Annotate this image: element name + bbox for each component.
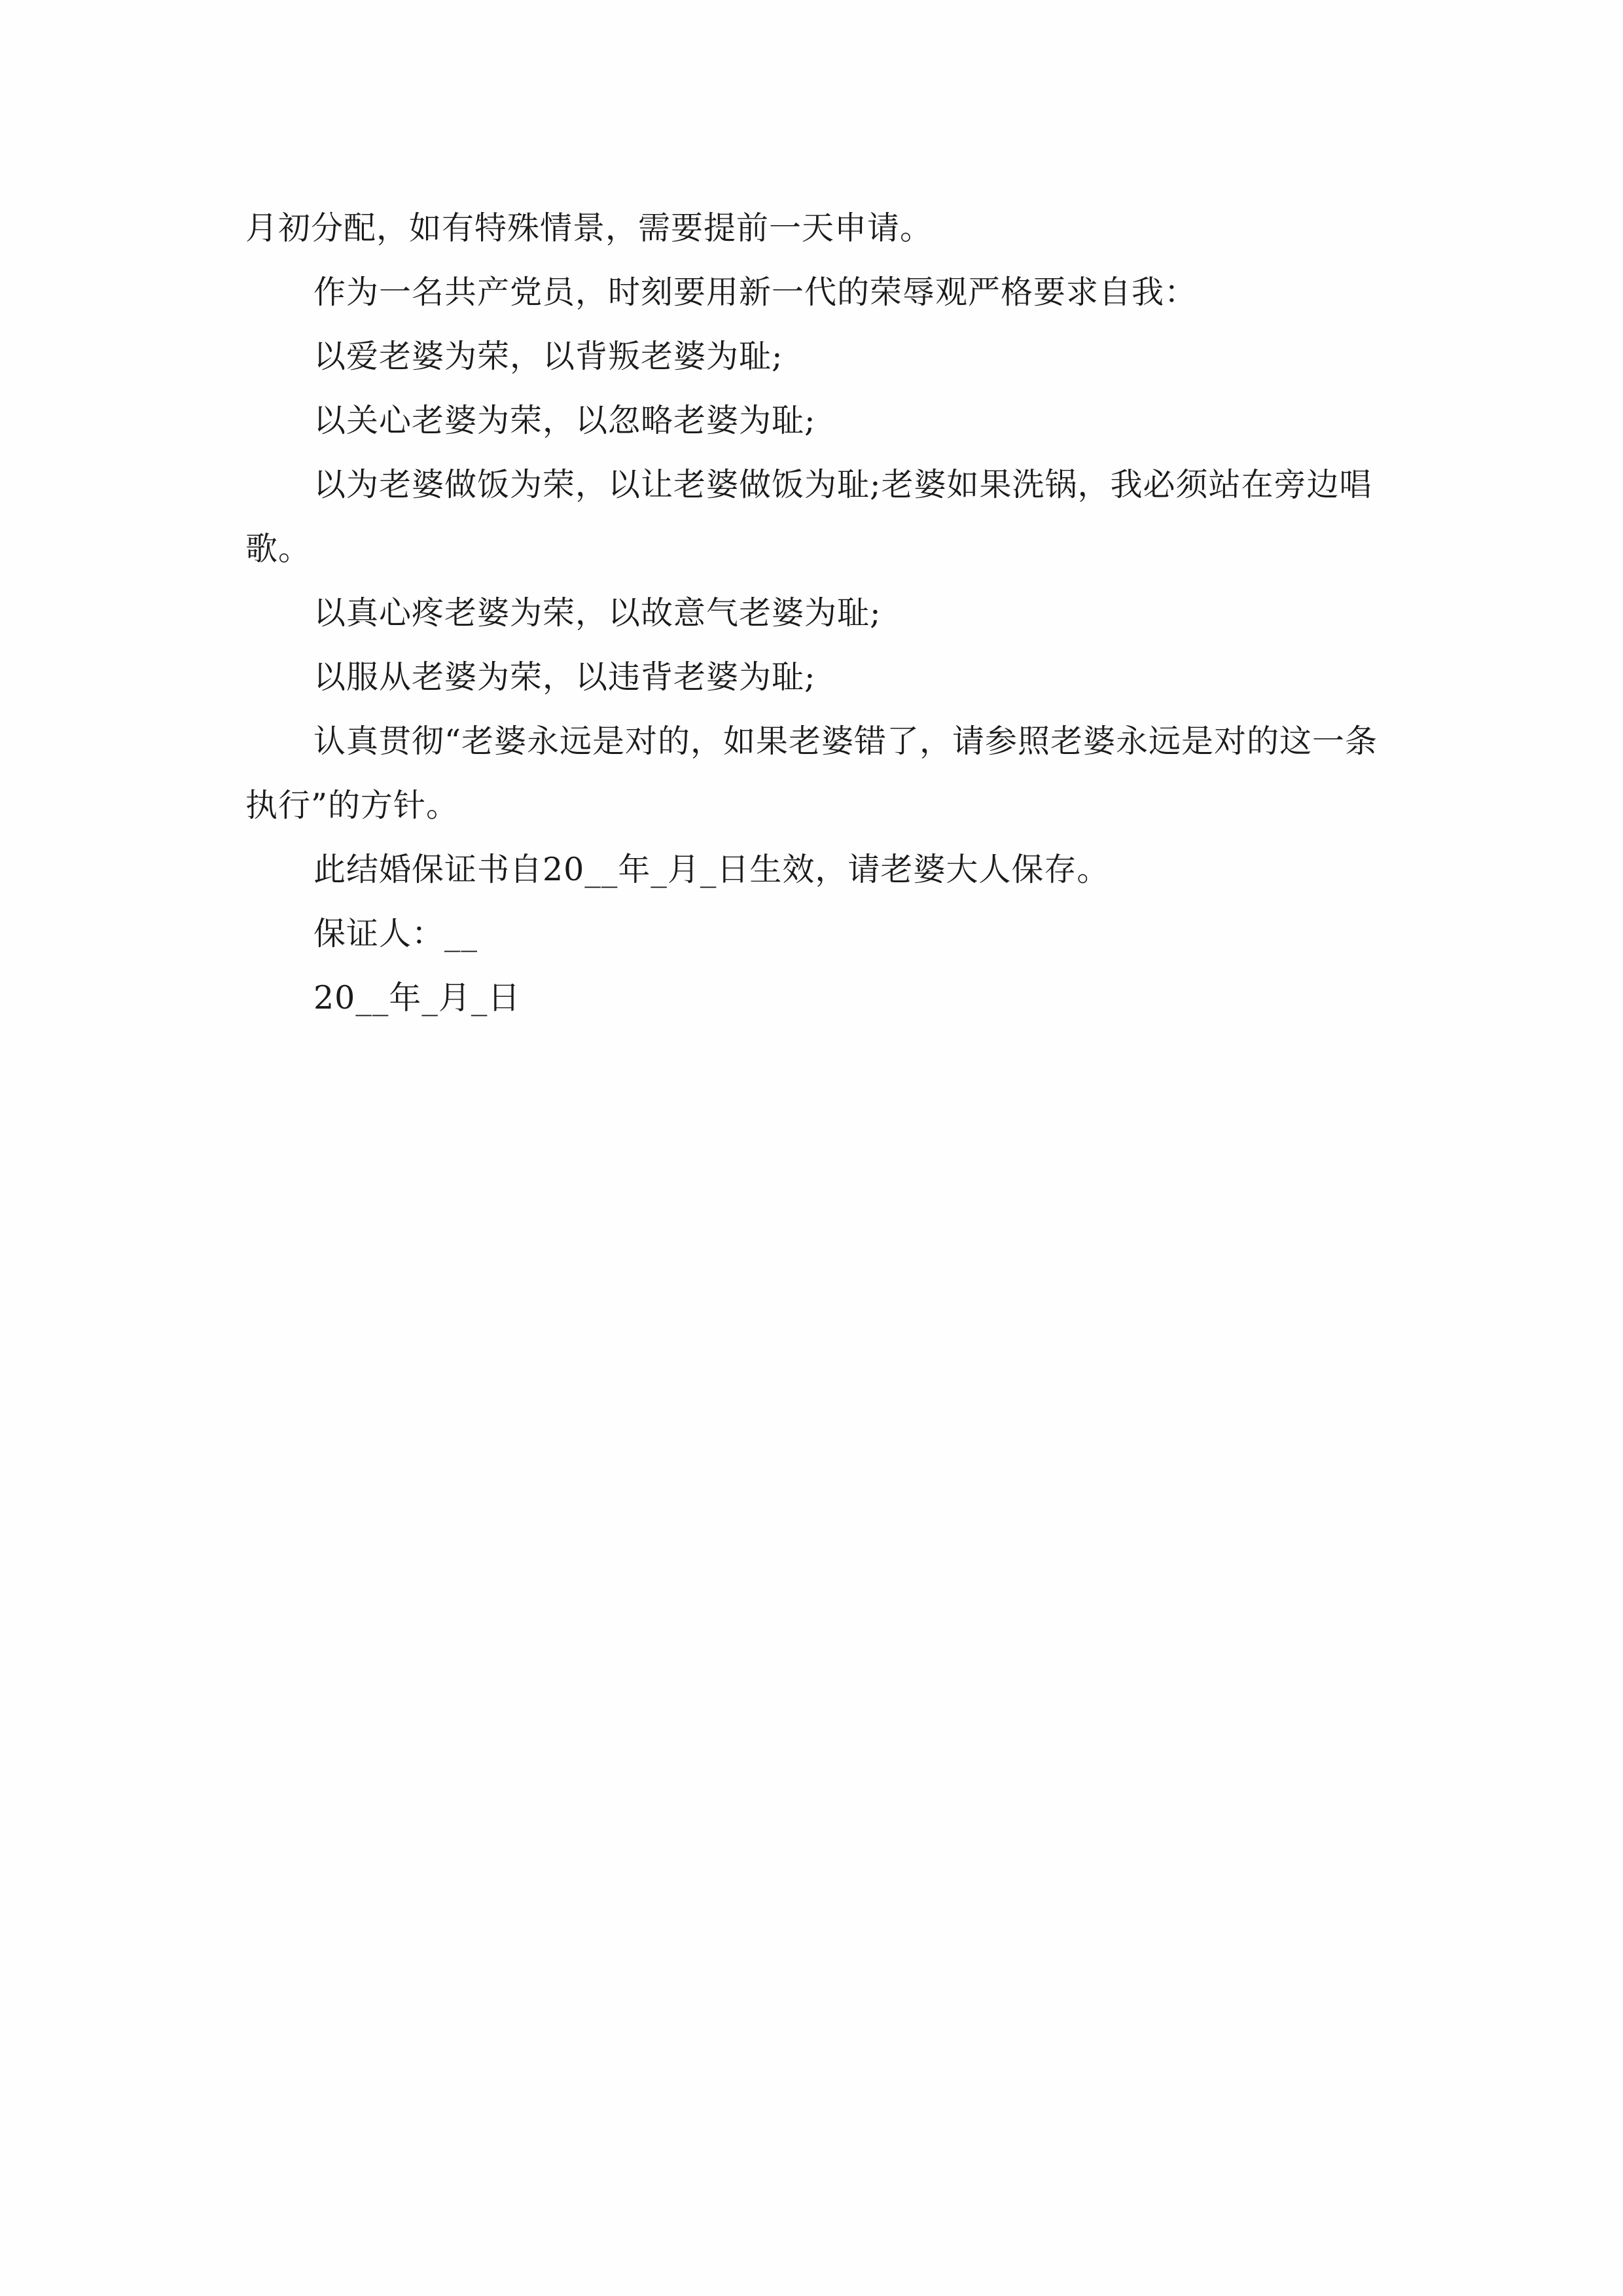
- paragraph-intro: 作为一名共产党员，时刻要用新一代的荣辱观严格要求自我：: [313, 274, 1198, 311]
- paragraph-pledge-2: 以关心老婆为荣，以忽略老婆为耻;: [313, 402, 816, 439]
- paragraph-policy: 认真贯彻“老婆永远是对的，如果老婆错了，请参照老婆永远是对的这一条执行”的方针。: [245, 723, 1378, 824]
- signature-line: 保证人：__: [313, 915, 478, 952]
- paragraph-pledge-1: 以爱老婆为荣，以背叛老婆为耻;: [313, 338, 783, 375]
- paragraph-pledge-5: 以服从老婆为荣，以违背老婆为耻;: [313, 658, 816, 696]
- paragraph-effective-date: 此结婚保证书自20__年_月_日生效，请老婆大人保存。: [313, 851, 1110, 888]
- paragraph-pledge-3: 以为老婆做饭为荣，以让老婆做饭为耻;老婆如果洗锅，我必须站在旁边唱歌。: [245, 466, 1372, 567]
- paragraph-continuation: 月初分配，如有特殊情景，需要提前一天申请。: [245, 209, 933, 247]
- document-body: [245, 196, 1384, 1030]
- paragraph-pledge-4: 以真心疼老婆为荣，以故意气老婆为耻;: [313, 594, 882, 632]
- date-line: 20__年_月_日: [313, 979, 521, 1016]
